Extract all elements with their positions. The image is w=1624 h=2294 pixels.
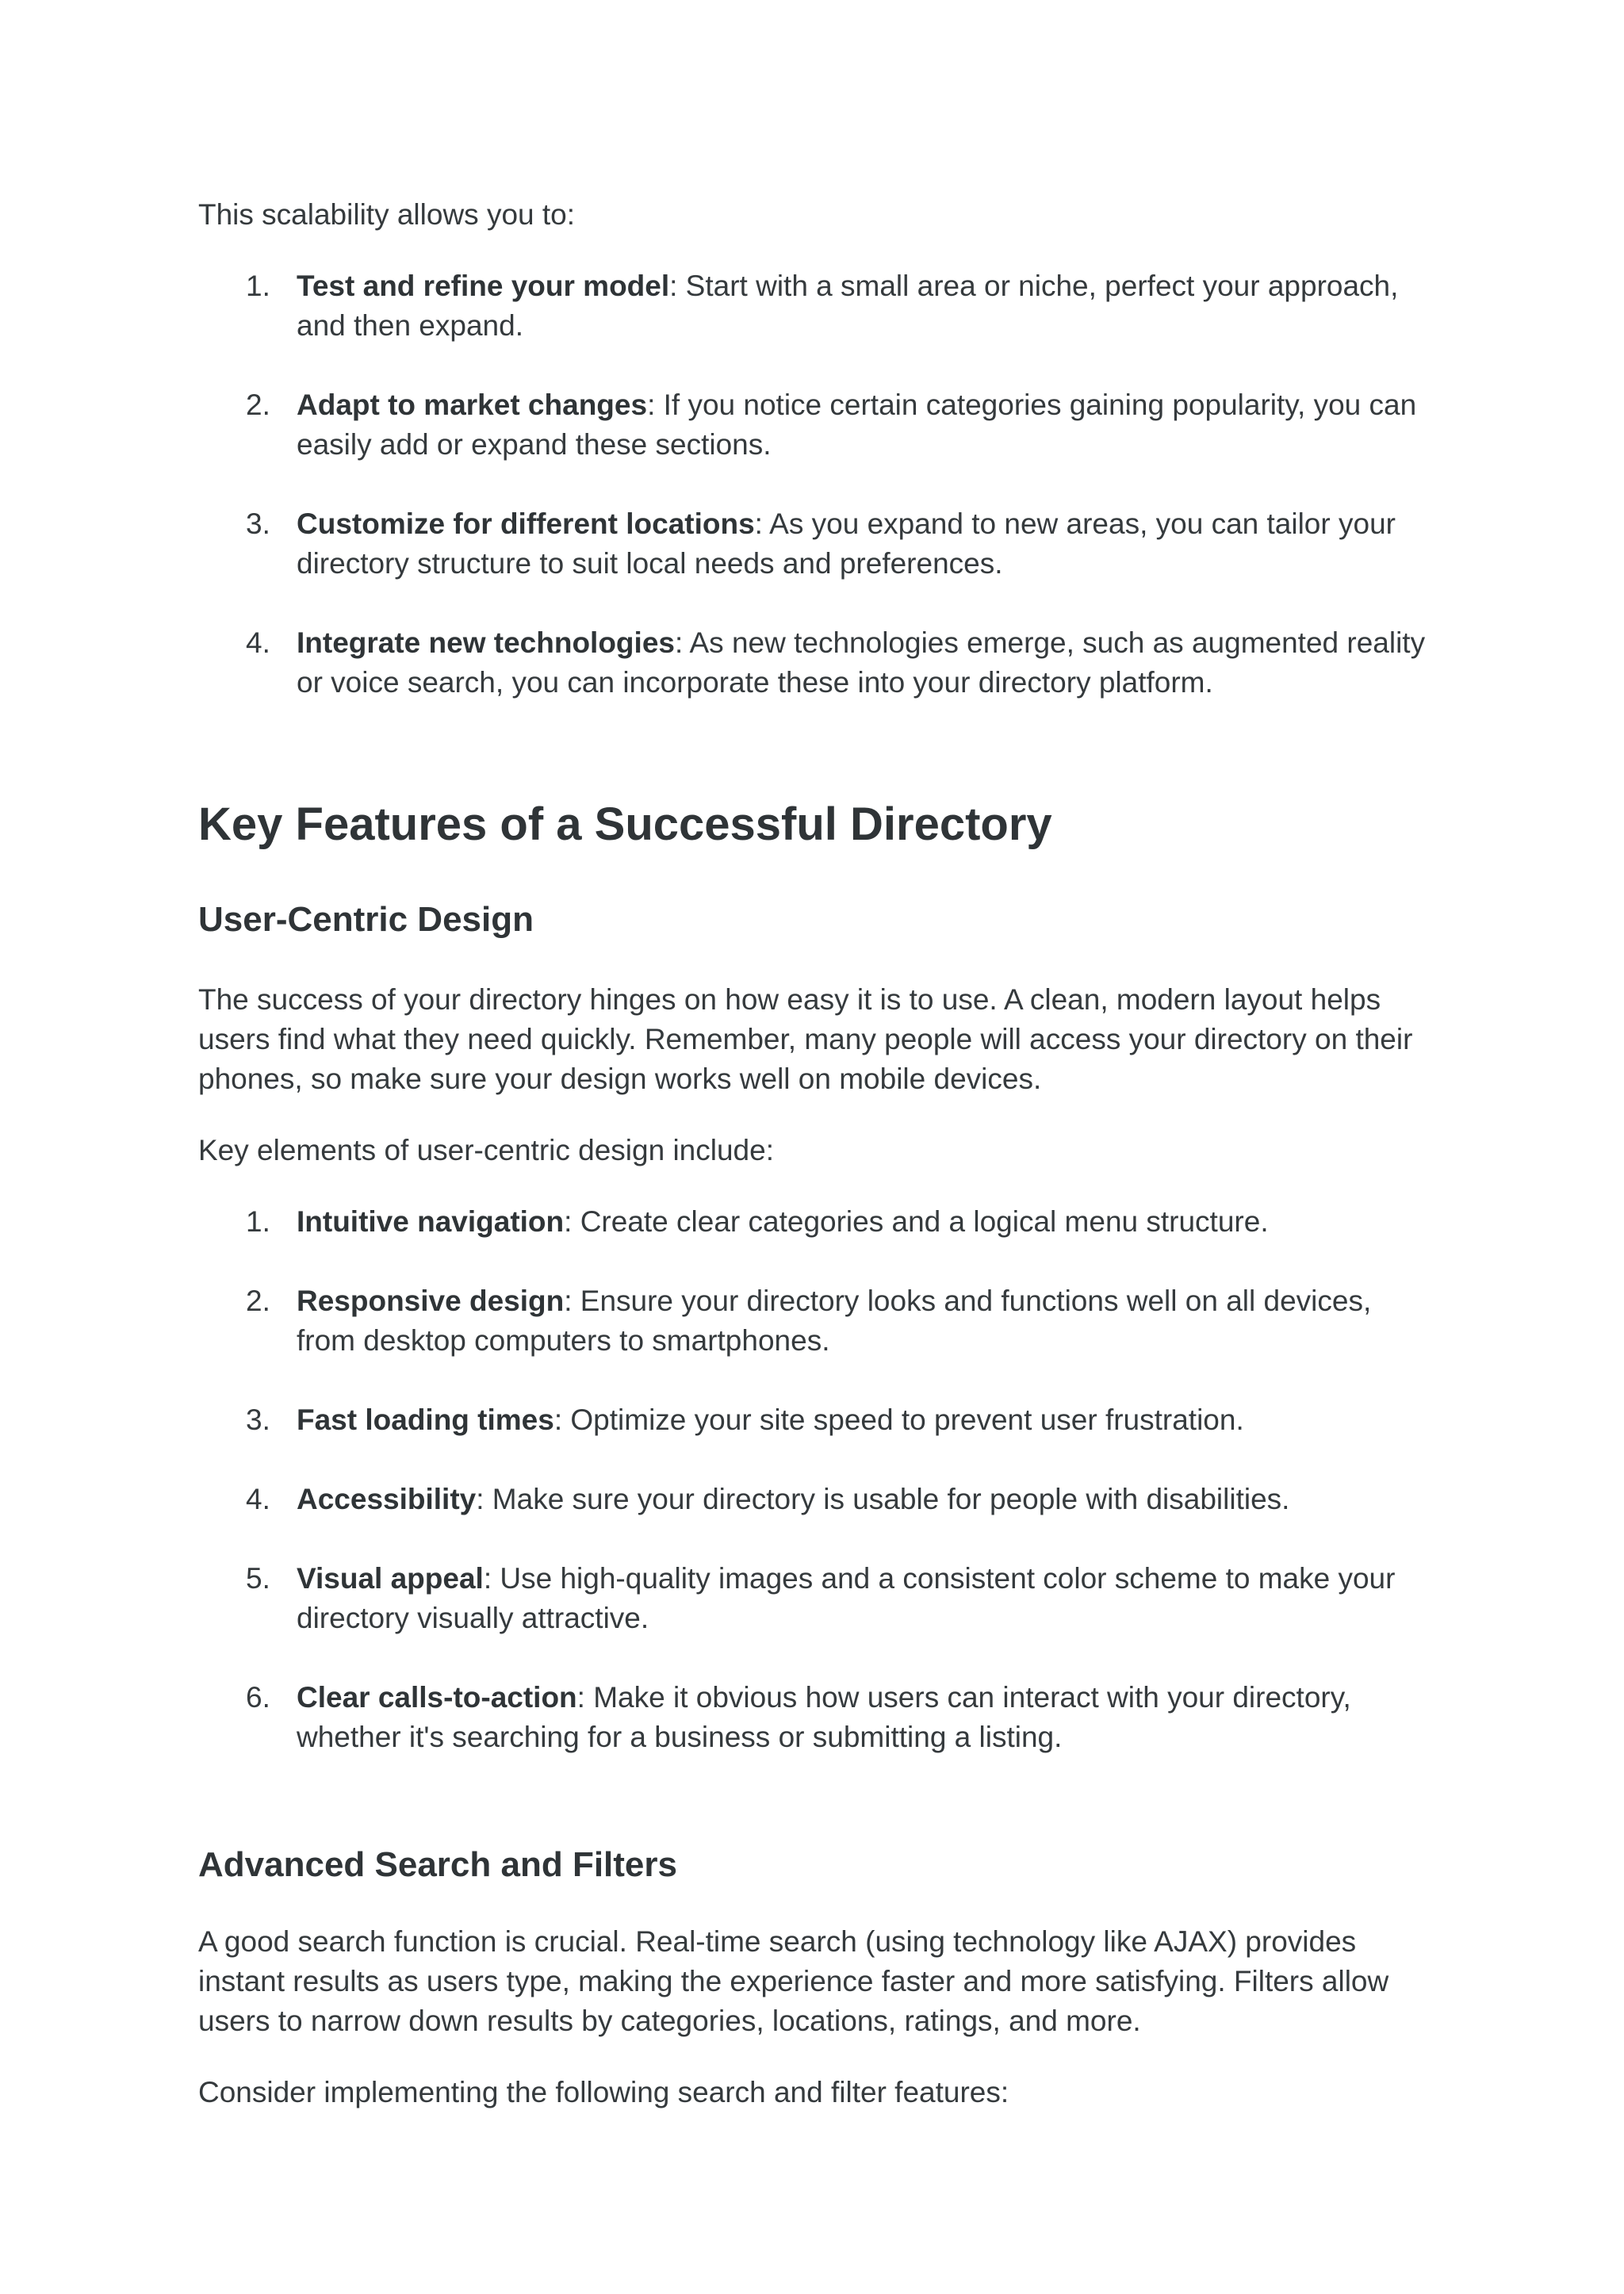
list-text: : If you notice certain categories gaining popularity, you can easily add or expand these sections. <box>297 389 1417 461</box>
list-number: 2. <box>246 389 270 421</box>
list-text: : Use high-quality images and a consistent color scheme to make your directory visually attractive. <box>297 1562 1396 1634</box>
list-term: Responsive design <box>297 1285 565 1317</box>
list-number: 1. <box>246 270 270 302</box>
list-item <box>198 1480 1435 1519</box>
paragraph: A good search function is crucial. Real-time search (using technology like AJAX) provides instant results as users type, making the experience faster and more satisfying. Filters allow users to narrow down results by categories, locations, ratings, and more. <box>198 1925 1389 2037</box>
list-text: : Ensure your directory looks and functions well on all devices, from desktop computers to smartphones. <box>297 1285 1372 1357</box>
list-term: Fast loading times <box>297 1404 554 1436</box>
list-intro: Key elements of user-centric design include: <box>198 1134 774 1166</box>
list-text: : Create clear categories and a logical menu structure. <box>564 1205 1269 1238</box>
list-item <box>198 1281 1435 1361</box>
list-item <box>198 385 1435 465</box>
list-number: 1. <box>246 1205 270 1238</box>
design-elements-list <box>198 1202 1435 1797</box>
list-term: Visual appeal <box>297 1562 484 1595</box>
list-number: 3. <box>246 1404 270 1436</box>
list-number: 3. <box>246 507 270 540</box>
list-term: Accessibility <box>297 1483 477 1515</box>
list-term: Adapt to market changes <box>297 389 648 421</box>
list-number: 6. <box>246 1681 270 1714</box>
list-term: Intuitive navigation <box>297 1205 565 1238</box>
list-term: Test and refine your model <box>297 270 670 302</box>
list-item <box>198 504 1435 584</box>
scalability-list <box>198 266 1435 742</box>
list-text: : Start with a small area or niche, perfect your approach, and then expand. <box>297 270 1399 342</box>
list-term: Customize for different locations <box>297 507 755 540</box>
list-intro: Consider implementing the following search and filter features: <box>198 2076 1009 2108</box>
list-text: : As new technologies emerge, such as augmented reality or voice search, you can incorporate these into your directory platform. <box>297 626 1426 699</box>
list-term: Integrate new technologies <box>297 626 675 659</box>
list-text: : Make it obvious how users can interact with your directory, whether it's searching for a business or submitting a listing. <box>297 1681 1351 1753</box>
list-text: : Optimize your site speed to prevent user frustration. <box>553 1404 1244 1436</box>
subsection-heading-search: Advanced Search and Filters <box>198 1845 677 1884</box>
list-term: Clear calls-to-action <box>297 1681 577 1714</box>
list-item <box>198 1678 1435 1757</box>
list-item <box>198 266 1435 346</box>
subsection-heading-user-centric: User-Centric Design <box>198 900 534 939</box>
section-heading: Key Features of a Successful Directory <box>198 798 1052 850</box>
list-text: : Make sure your directory is usable for people with disabilities. <box>476 1483 1290 1515</box>
list-item <box>198 623 1435 703</box>
list-number: 4. <box>246 626 270 659</box>
list-item <box>198 1202 1435 1242</box>
list-item <box>198 1400 1435 1440</box>
list-number: 5. <box>246 1562 270 1595</box>
list-number: 4. <box>246 1483 270 1515</box>
list-number: 2. <box>246 1285 270 1317</box>
list-text: : As you expand to new areas, you can tailor your directory structure to suit local needs and preferences. <box>297 507 1396 580</box>
scalability-intro: This scalability allows you to: <box>198 198 576 231</box>
paragraph: The success of your directory hinges on how easy it is to use. A clean, modern layout helps users find what they need quickly. Remember, many people will access your directory on their phones, so make sure your design works well on mobile devices. <box>198 983 1413 1095</box>
list-item <box>198 1559 1435 1638</box>
